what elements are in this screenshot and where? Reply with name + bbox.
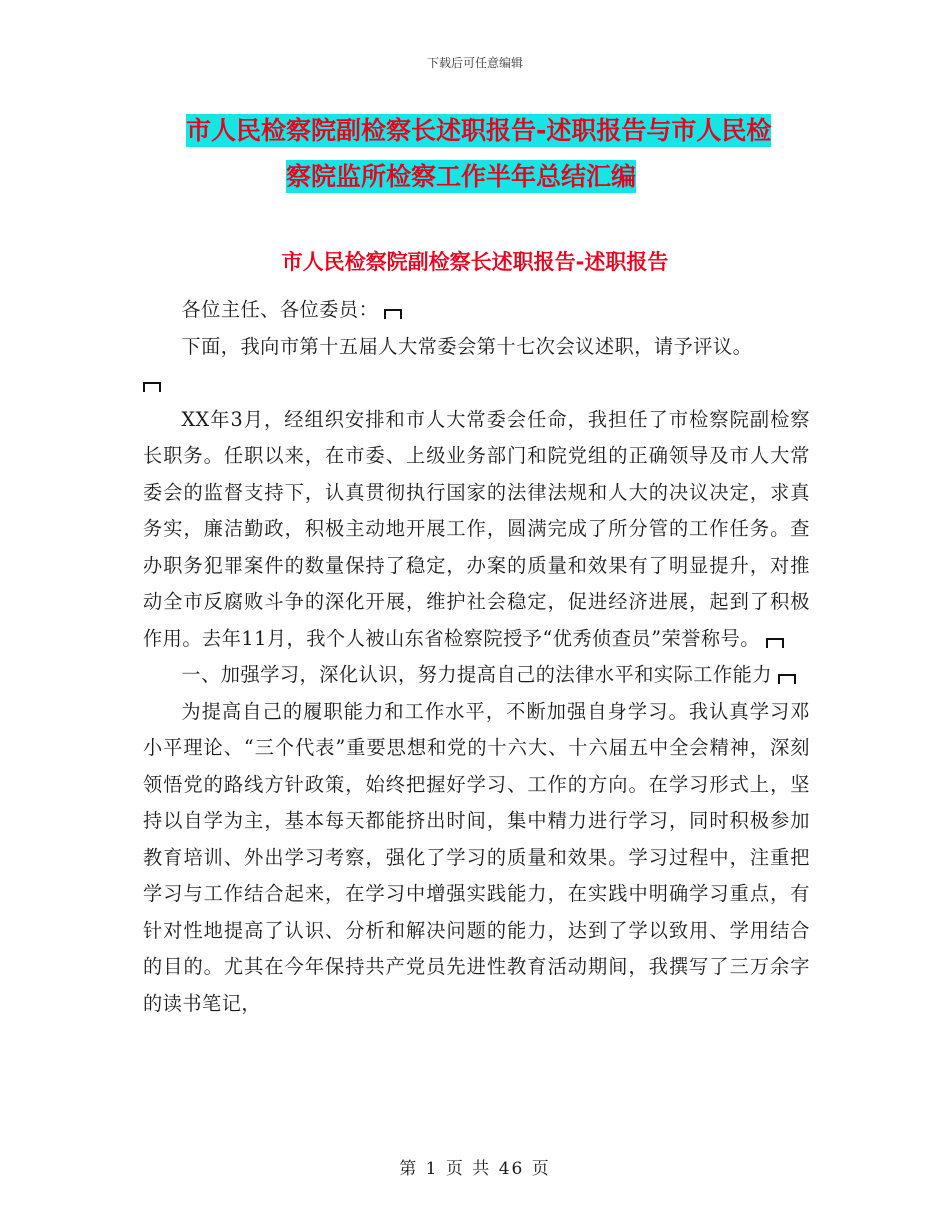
main-title-line-2: 察院监所检察工作半年总结汇编 xyxy=(286,162,637,191)
paragraph-study: 为提高自己的履职能力和工作水平，不断加强自身学习。我认真学习邓小平理论、“三个代表”重要思想和党的十六大、十六届五中全会精神，深刻领悟党的路线方针政策，始终把握好学习、工作的方向。在学习形式上，坚持以自学为主，基本每天都能挤出时间，集中精力进行学习，同时积极参加教育培训、外出学习考察，强化了学习的质量和效果。学习过程中，注重把学习与工作结合起来，在学习中增强实践能力，在实践中明确学习重点，有针对性地提高了认识、分析和解决问题的能力，达到了学以致用、学用结合的目的。尤其在今年保持共产党员先进性教育活动期间，我撰写了三万余字的读书笔记， xyxy=(143,699,810,1015)
paragraph-return-line xyxy=(143,365,810,402)
paragraph-heading-1: 一、加强学习，深化认识，努力提高自己的法律水平和实际工作能力 xyxy=(143,657,810,694)
paragraph-return-icon xyxy=(778,674,796,684)
paragraph-return-icon xyxy=(143,382,161,392)
main-title xyxy=(140,108,840,200)
header-note: 下载后可任意编辑 xyxy=(426,56,523,70)
paragraph-return-icon xyxy=(384,309,402,319)
paragraph-appointment: XX年3月，经组织安排和市人大常委会任命，我担任了市检察院副检察长职务。任职以来，在市委、上级业务部门和院党组的正确领导及市人大常委会的监督支持下，认真贯彻执行国家的法律法规和人大的决议决定，求真务实，廉洁勤政，积极主动地开展工作，圆满完成了所分管的工作任务。查办职务犯罪案件的数量保持了稳定，办案的质量和效果有了明显提升，对推动全市反腐败斗争的深化开展，维护社会稳定，促进经济进展，起到了积极作用。去年11月，我个人被山东省检察院授予“优秀侦查员”荣誉称号。 xyxy=(143,407,810,650)
page-number: 第 1 页 共 46 页 xyxy=(399,1159,551,1179)
paragraph-return-icon xyxy=(766,638,784,648)
document-body xyxy=(143,292,810,1022)
main-title-line-1: 市人民检察院副检察长述职报告-述职报告与市人民检 xyxy=(186,116,772,145)
section-title: 市人民检察院副检察长述职报告-述职报告 xyxy=(281,250,669,274)
paragraph-salutation: 各位主任、各位委员： xyxy=(143,292,810,329)
paragraph-intro: 下面，我向市第十五届人大常委会第十七次会议述职，请予评议。 xyxy=(181,334,753,358)
